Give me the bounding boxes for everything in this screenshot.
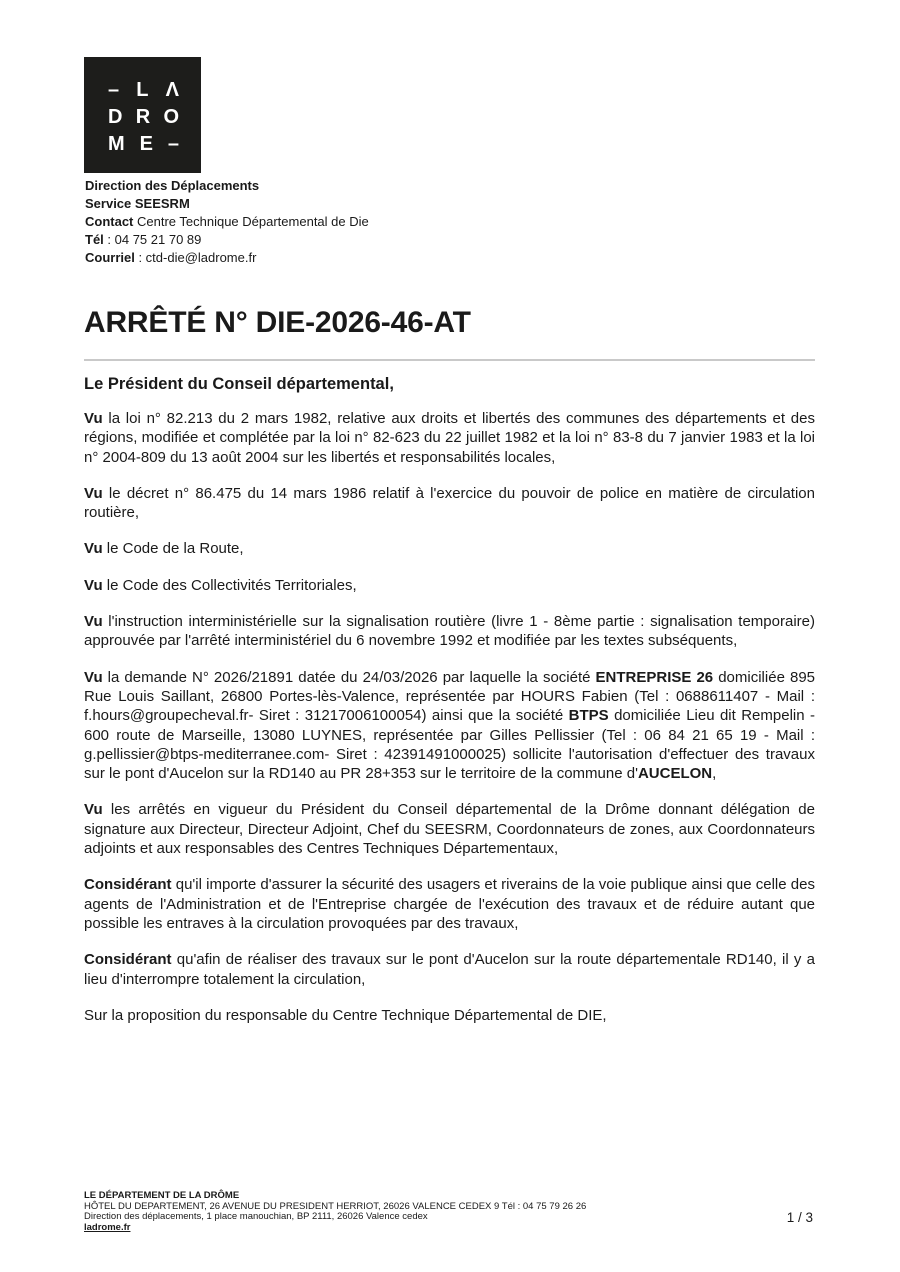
body-paragraph: Vu le Code de la Route, [84,540,244,558]
logo-letter: M [108,132,125,155]
body-paragraph: Sur la proposition du responsable du Centre Technique Départemental de DIE, [84,1006,607,1024]
footer-address-line-2: Direction des déplacements, 1 place manouchian, BP 2111, 26026 Valence cedex [84,1211,428,1222]
body-paragraph: Vu la loi n° 82.213 du 2 mars 1982, relative aux droits et libertés des communes des départements et des régions, modifiée et complétée par la loi n° 82-623 du 22 juillet 1982 et la loi n° 83-8 du 7 janvier 1983 et la loi n° 2004-809 du 13 août 2004 sur les libertés et responsabilités locales, [84,410,815,466]
body-paragraph: Vu l'instruction interministérielle sur la signalisation routière (livre 1 - 8ème partie : signalisation temporaire) approuvée par l'arrêté interministériel du 6 novembre 1992 et modifiée par les textes subséquents, [84,613,815,650]
body-paragraph: Considérant qu'il importe d'assurer la sécurité des usagers et riverains de la voie publique ainsi que celle des agents de l'Administration et de l'Entreprise chargée de l'exécution des travaux et de réduire autant que possible les entraves à la circulation provoquées par des travaux, [84,876,815,932]
logo-letter: D [108,105,123,128]
footer-website-link[interactable]: ladrome.fr [84,1221,131,1233]
logo-row [108,104,179,131]
contact-line: Direction des Déplacements [85,178,260,193]
document-title: ARRÊTÉ N° DIE-2026-46-AT [84,306,471,339]
body-paragraph: Vu la demande N° 2026/21891 datée du 24/03/2026 par laquelle la société ENTREPRISE 26 domiciliée 895 Rue Louis Saillant, 26800 Portes-lès-Valence, représentée par HOURS Fabien (Tel : 0688611407 - Mail : f.hours@groupecheval.fr- Siret : 31217006100054) ainsi que la société BTPS domiciliée Lieu dit Rempelin - 600 route de Marseille, 13080 LUYNES, représentée par Gilles Pellissier (Tel : 06 84 21 65 19 - Mail : g.pellissier@btps-mediterranee.com- Siret : 42391491000025) sollicite l'autorisation d'effectuer des travaux sur le pont d'Aucelon sur la RD140 au PR 28+353 sur le territoire de la commune d'AUCELON, [84,668,815,783]
contact-line: Courriel : ctd-die@ladrome.fr [85,250,257,265]
page-footer [84,1191,684,1233]
logo-row [108,130,179,157]
body-paragraph: Vu les arrêtés en vigueur du Président du Conseil départemental de la Drôme donnant délégation de signature aux Directeur, Directeur Adjoint, Chef du SEESRM, Coordonnateurs de zones, aux Coordonnateurs adjoints et aux responsables des Centres Techniques Départementaux, [84,801,815,858]
logo-letter: O [163,105,179,128]
logo-letter: Λ [165,79,179,102]
contact-line: Tél : 04 75 21 70 89 [85,232,202,247]
logo-row [108,77,179,104]
logo-letter: R [135,105,151,128]
document-body [84,409,815,1042]
contact-line: Contact Centre Technique Départemental de Die [85,214,369,229]
contact-line: Service SEESRM [85,196,190,211]
body-paragraph: Vu le Code des Collectivités Territoriales, [84,576,357,594]
logo-letter: L [136,79,149,102]
header-contact-block [85,177,369,267]
logo-letter: – [167,132,179,155]
footer-address-line-1: HÔTEL DU DEPARTEMENT, 26 AVENUE DU PRESIDENT HERRIOT, 26026 VALENCE CEDEX 9 Tél : 04 75 79 26 26 [84,1200,587,1212]
logo-letter: – [108,79,120,102]
footer-department-name: LE DÉPARTEMENT DE LA DRÔME [84,1190,240,1201]
logo-letter: E [139,132,153,155]
body-paragraph: Vu le décret n° 86.475 du 14 mars 1986 relatif à l'exercice du pouvoir de police en matière de circulation routière, [84,484,815,522]
salutation: Le Président du Conseil départemental, [84,375,394,393]
page-number: 1 / 3 [786,1210,813,1225]
la-drome-logo [84,57,201,173]
body-paragraph: Considérant qu'afin de réaliser des travaux sur le pont d'Aucelon sur la route départementale RD140, il y a lieu d'interrompre totalement la circulation, [84,951,815,988]
title-divider [84,359,815,361]
